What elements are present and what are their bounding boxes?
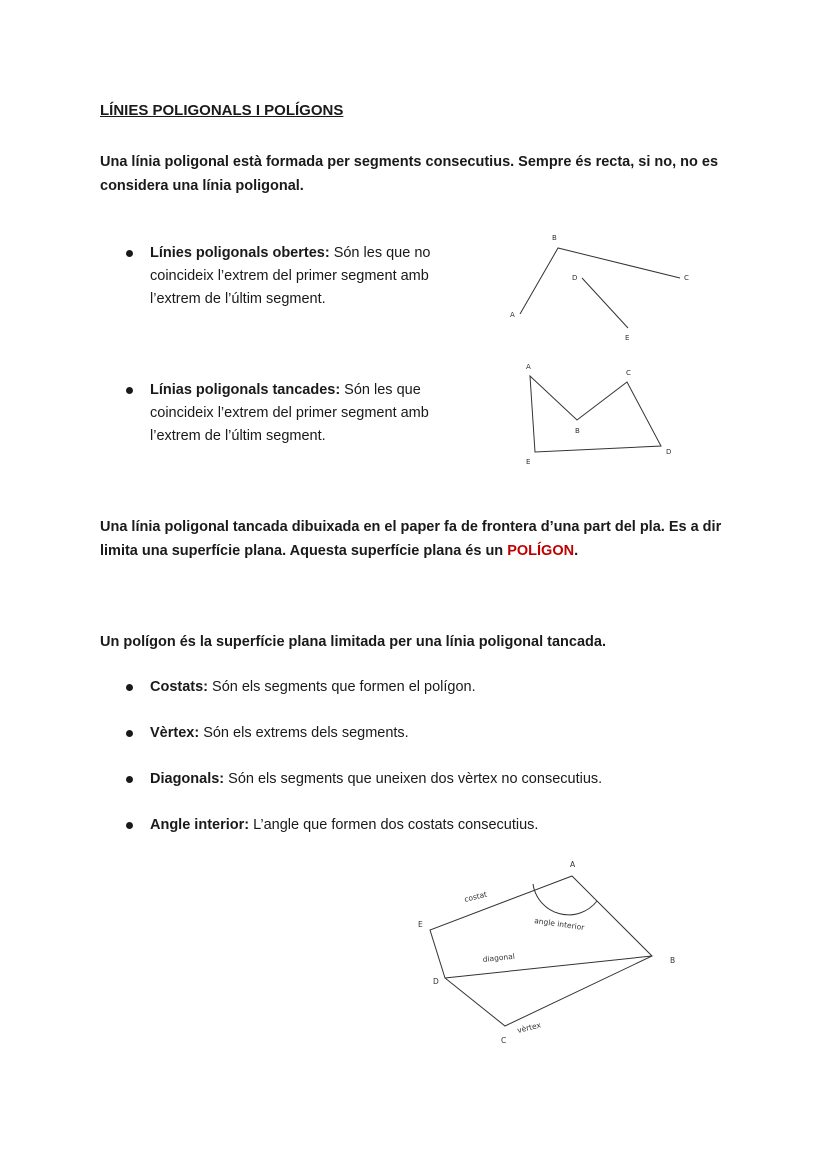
polygon-label-b: B [670,956,676,965]
polygon-elements-figure [400,850,700,1055]
list-item-closed-lines [150,379,440,448]
term-open-lines: Línies poligonals obertes: [150,245,330,261]
polygon-diagonal-line [445,956,652,978]
diagonal-label: diagonal [482,951,516,964]
polygon-label-c: C [501,1036,507,1045]
page-title: LÍNIES POLIGONALS I POLÍGONS [100,102,344,119]
desc-open-lines: Són les que no coincideix l’extrem del primer segment amb l’extrem de l’últim segment. [150,245,431,307]
open-label-c: C [684,274,689,282]
closed-label-e: E [526,458,531,466]
term-diagonals: Diagonals: [150,771,225,787]
open-polyline-figure [500,228,700,348]
open-label-e: E [625,334,630,342]
list-item-open-lines [150,242,440,311]
open-label-a: A [510,311,515,319]
closed-polyline-figure [515,358,685,470]
intro-paragraph: Una línia poligonal està formada per segments consecutius. Sempre és recta, si no, no es considera una línia poligonal. [100,154,719,194]
open-polyline-lower [582,278,628,328]
open-label-d: D [572,274,578,282]
term-interior-angle: Angle interior: [150,817,250,833]
closed-label-b: B [575,427,580,435]
side-label: costat [463,889,488,904]
term-vertex: Vèrtex: [150,725,200,741]
list-item-diagonals [150,768,602,791]
open-polyline-upper [520,248,680,314]
term-closed-lines: Línias poligonals tancades: [150,382,341,398]
angle-interior-label: angle interior [533,916,585,933]
polygon-label-d: D [433,977,439,986]
polygon-highlight: POLÍGON [507,543,575,559]
polygon-definition: Un polígon és la superfície plana limitada per una línia poligonal tancada. [100,634,606,650]
closed-label-d: D [666,448,672,456]
closed-label-c: C [626,369,631,377]
desc-interior-angle: L’angle que formen dos costats consecutius. [249,817,539,833]
vertex-label: vèrtex [516,1020,542,1035]
closed-label-a: A [526,363,531,371]
closed-polyline [530,376,661,452]
polygon-label-e: E [418,920,423,929]
open-label-b: B [552,234,557,242]
list-item-interior-angle [150,814,538,837]
list-item-vertex [150,722,409,745]
desc-vertex: Són els extrems dels segments. [199,725,409,741]
term-sides: Costats: [150,679,209,695]
closed-line-end: . [574,543,579,559]
polygon-label-a: A [570,860,576,869]
desc-closed-lines: Són les que coincideix l’extrem del primer segment amb l’extrem de l’últim segment. [150,382,429,444]
desc-sides: Són els segments que formen el polígon. [208,679,476,695]
interior-angle-arc [533,884,597,915]
closed-line-text: Una línia poligonal tancada dibuixada en el paper fa de frontera d’una part del pla. Es a dir limita una superfície plana. Aquesta superfície plana és un [100,519,722,559]
list-item-sides [150,676,476,699]
closed-line-paragraph [100,515,740,563]
desc-diagonals: Són els segments que uneixen dos vèrtex no consecutius. [224,771,603,787]
